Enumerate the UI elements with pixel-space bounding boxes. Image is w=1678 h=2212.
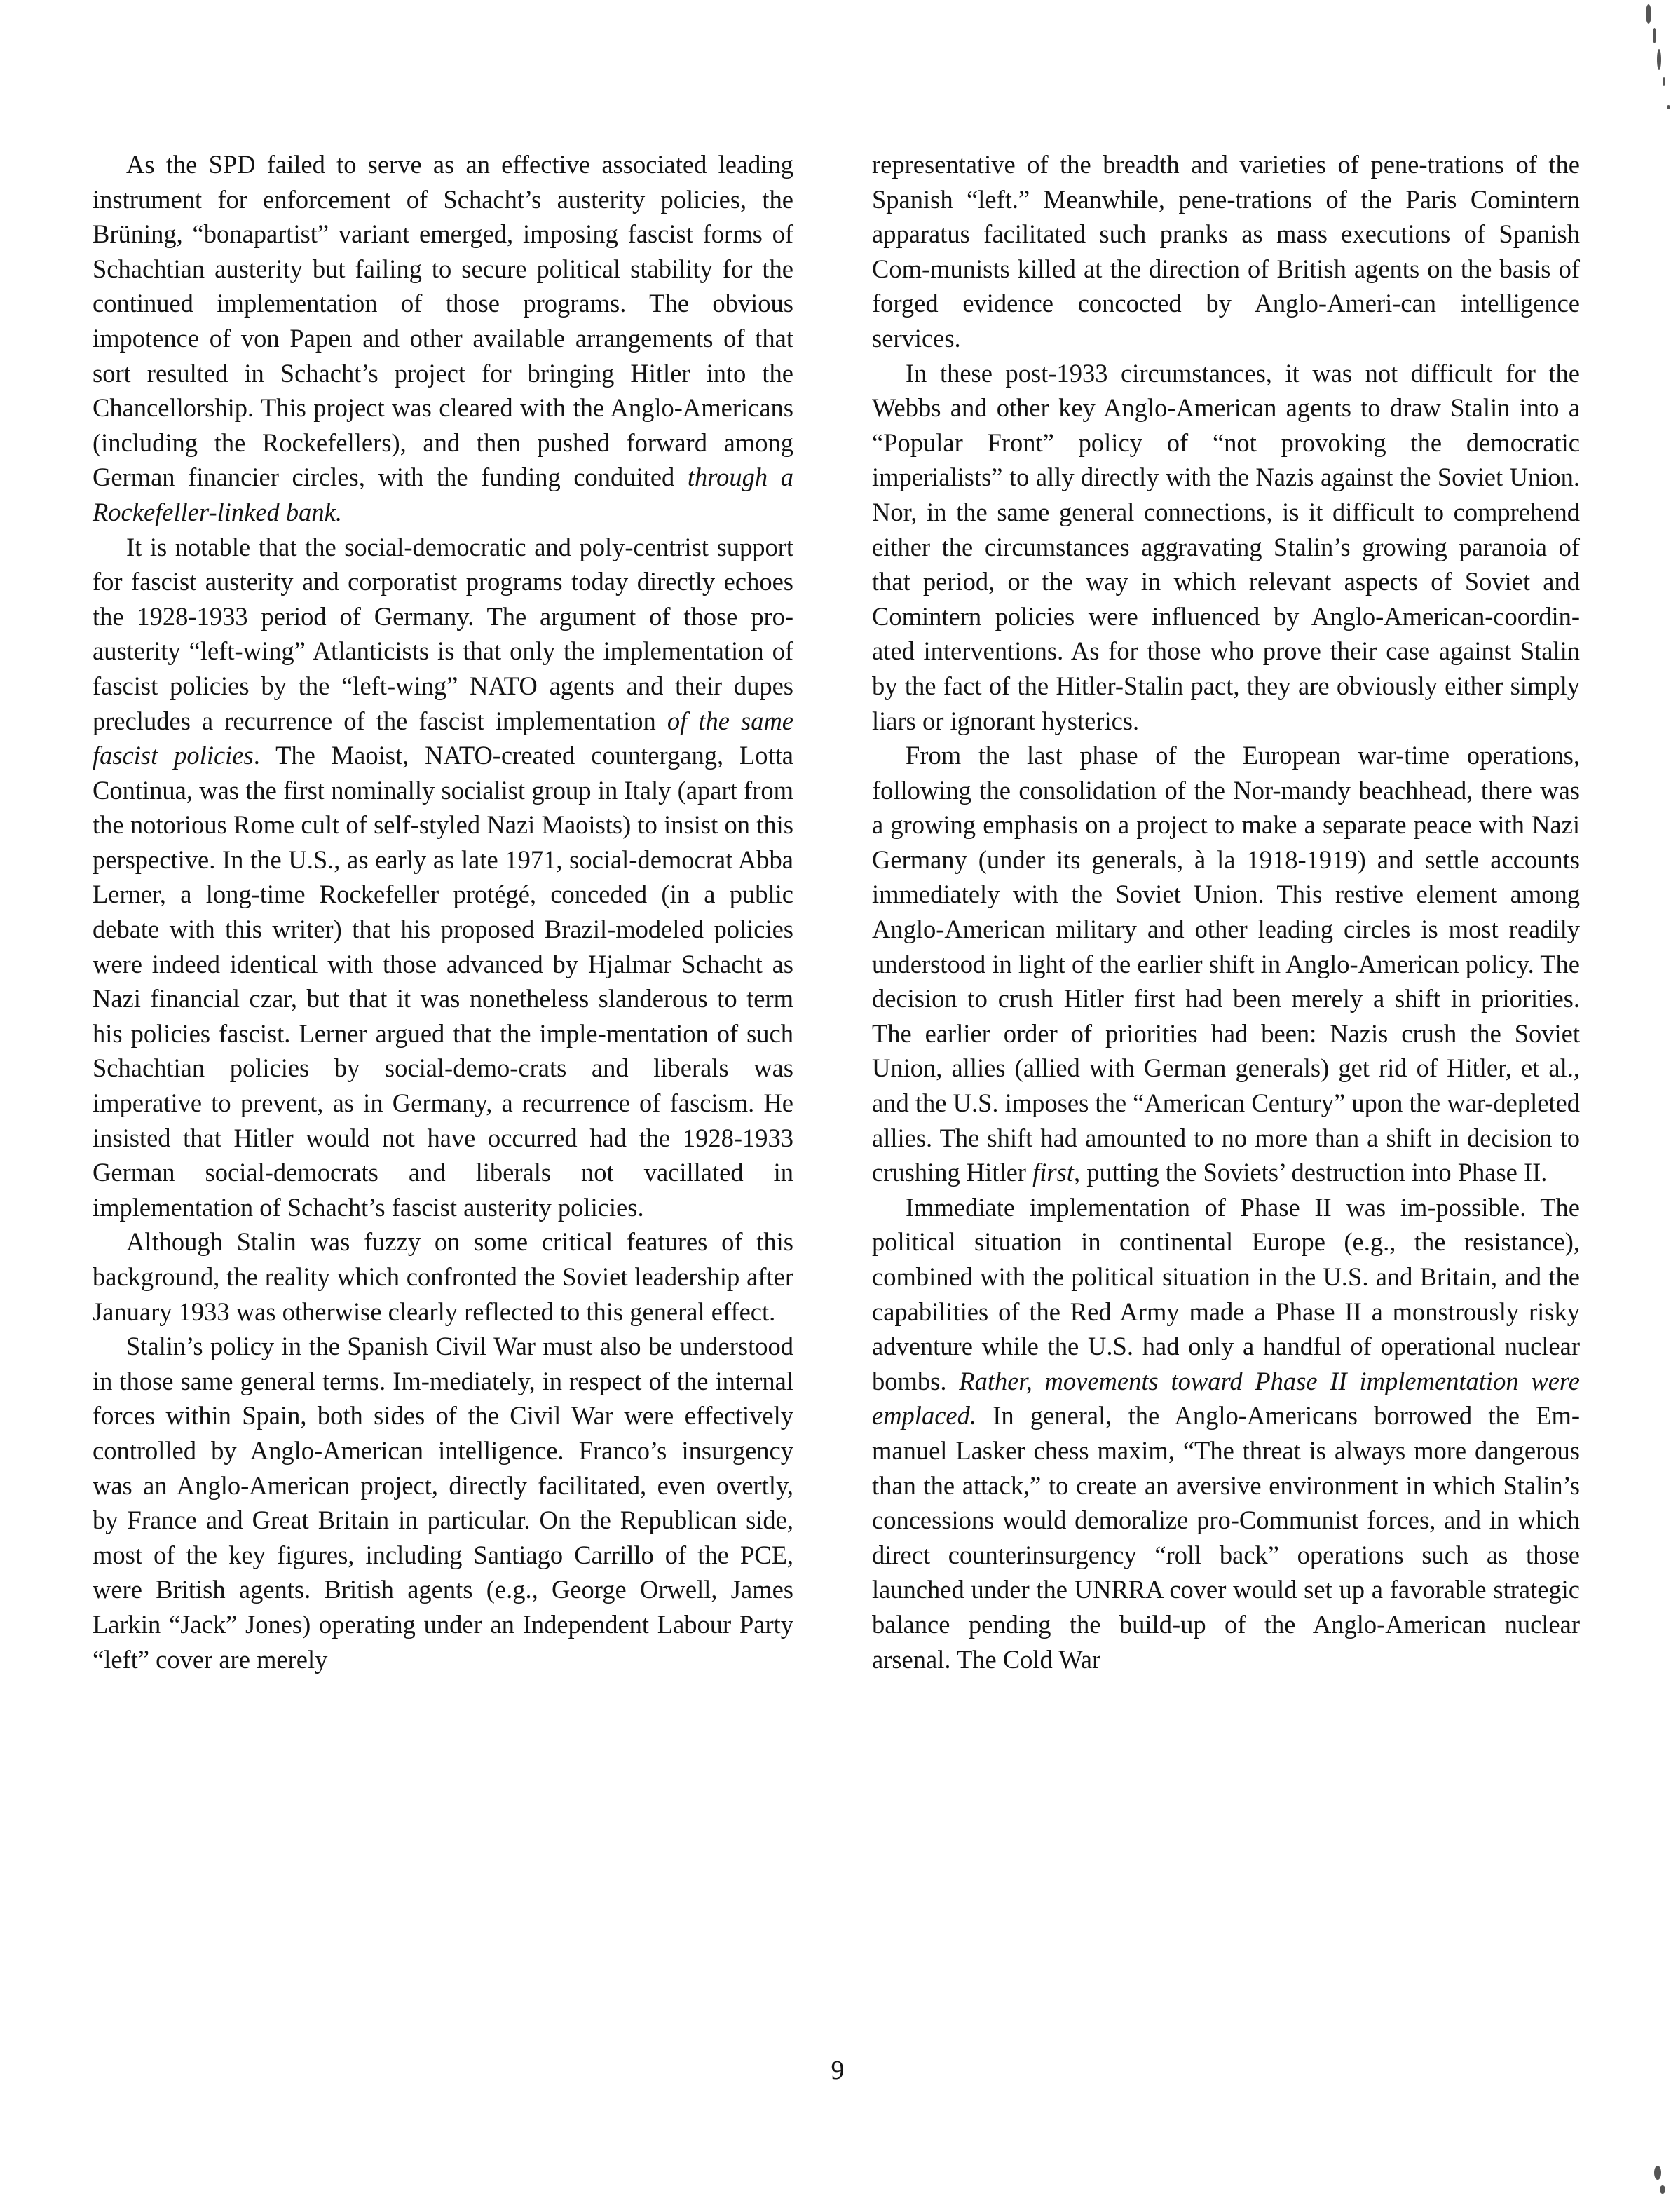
- text-run: In these post-1933 circumstances, it was not difficult for the Webbs and other key Anglo-American agents to draw Stalin into a “Popular Front” policy of “not provoking the democratic imperialists” to ally directly with the Nazis against the Soviet Union. Nor, in the same general connections, is it difficult to comprehend either the circumstances aggravating Stalin’s growing paranoia of that period, or the way in which relevant aspects of Soviet and Comintern policies were influenced by Anglo-American-coordin-ated interventions. As for those who prove their case against Stalin by the fact of the Hitler-Stalin pact, they are obviously either simply liars or ignorant hysterics.: [872, 358, 1580, 735]
- paragraph: [872, 356, 1580, 739]
- emphasis: first: [1032, 1158, 1074, 1187]
- paragraph: [872, 1190, 1580, 1677]
- emphasis: Rather, movements toward Phase II implementation were emplaced.: [872, 1366, 1580, 1431]
- text-run: Immediate implementation of Phase II was im-possible. The political situation in continental Europe (e.g., the resistance), combined with the political situation in the U.S. and Britain, and the capabilities of the Red Army made a Phase II a monstrously risky adventure while the U.S. had only a handful of operational nuclear bombs.: [872, 1192, 1580, 1395]
- text-run: . The Maoist, NATO-created countergang, Lotta Continua, was the first nominally socialist group in Italy (apart from the notorious Rome cult of self-styled Nazi Maoists) to insist on this perspective. In the U.S., as early as late 1971, social-democrat Abba Lerner, a long-time Rockefeller protégé, conceded (in a public debate with this writer) that his proposed Brazil-modeled policies were indeed identical with those advanced by Hjalmar Schacht as Nazi financial czar, but that it was nonetheless slanderous to term his policies fascist. Lerner argued that the imple-mentation of such Schachtian policies by social-demo-crats and liberals was imperative to prevent, as in Germany, a recurrence of fascism. He insisted that Hitler would not have occurred had the 1928-1933 German social-democrats and liberals not vacillated in implementation of Schacht’s fascist austerity policies.: [93, 741, 793, 1222]
- text-run: In general, the Anglo-Americans borrowed the Em-manuel Lasker chess maxim, “The threat is always more dangerous than the attack,” to create an aversive environment in which Stalin’s concessions would demoralize pro-Communist forces, and in which direct counterinsurgency “roll back” operations such as those launched under the UNRRA cover would set up a favorable strategic balance pending the build-up of the Anglo-American nuclear arsenal. The Cold War: [872, 1401, 1580, 1674]
- paragraph: [872, 147, 1580, 356]
- paragraph: [93, 1329, 793, 1677]
- text-run: , putting the Soviets’ destruction into Phase II.: [1073, 1158, 1548, 1187]
- paragraph: [93, 1224, 793, 1329]
- emphasis: through a Rockefeller-linked bank.: [93, 463, 793, 526]
- text-run: representative of the breadth and varieties of pene-trations of the Spanish “left.” Meanwhile, pene-trations of the Paris Comintern apparatus facilitated such pranks as mass executions of Spanish Com-munists killed at the direction of British agents on the basis of forged evidence concocted by Anglo-Ameri-can intelligence services.: [872, 150, 1580, 353]
- paragraph: [93, 147, 793, 530]
- paragraph: [93, 530, 793, 1225]
- scan-edge-marks: [1636, 0, 1678, 2212]
- right-column: [872, 147, 1580, 1677]
- text-run: Although Stalin was fuzzy on some critical features of this background, the reality which confronted the Soviet leadership after January 1933 was otherwise clearly reflected to this general effect.: [93, 1227, 793, 1326]
- text-run: From the last phase of the European war-time operations, following the consolidation of the Nor-mandy beachhead, there was a growing emphasis on a project to make a separate peace with Nazi Germany (under its generals, à la 1918-1919) and settle accounts immediately with the Soviet Union. This restive element among Anglo-American military and other leading circles is most readily understood in light of the earlier shift in Anglo-American policy. The decision to crush Hitler first had been merely a shift in priorities. The earlier order of priorities had been: Nazis crush the Soviet Union, allies (allied with German generals) get rid of Hitler, et al., and the U.S. imposes the “American Century” upon the war-depleted allies. The shift had amounted to no more than a shift in decision to crushing Hitler: [872, 741, 1580, 1187]
- page-number: 9: [831, 2056, 845, 2085]
- text-run: It is notable that the social-democratic and poly-centrist support for fascist austerity and corporatist programs today directly echoes the 1928-1933 period of Germany. The argument of those pro-austerity “left-wing” Atlanticists is that only the implementation of fascist policies by the “left-wing” NATO agents and their dupes precludes a recurrence of the fascist implementation: [93, 532, 793, 735]
- text-run: Stalin’s policy in the Spanish Civil War must also be understood in those same general terms. Im-mediately, in respect of the internal forces within Spain, both sides of the Civil War were effectively controlled by Anglo-American intelligence. Franco’s insurgency was an Anglo-American project, directly facilitated, even overtly, by France and Great Britain in particular. On the Republican side, most of the key figures, including Santiago Carrillo of the PCE, were British agents. British agents (e.g., George Orwell, James Larkin “Jack” Jones) operating under an Independent Labour Party “left” cover are merely: [93, 1332, 793, 1674]
- paragraph: [872, 738, 1580, 1190]
- left-column: [93, 147, 793, 1677]
- emphasis: of the same fascist policies: [93, 706, 793, 770]
- text-run: As the SPD failed to serve as an effective associated leading instrument for enforcement of Schacht’s austerity policies, the Brüning, “bonapartist” variant emerged, imposing fascist forms of Schachtian austerity but failing to secure political stability for the continued implementation of those programs. The obvious impotence of von Papen and other available arrangements of that sort resulted in Schacht’s project for bringing Hitler into the Chancellorship. This project was cleared with the Anglo-Americans (including the Rockefellers), and then pushed forward among German financier circles, with the funding conduited: [93, 150, 793, 492]
